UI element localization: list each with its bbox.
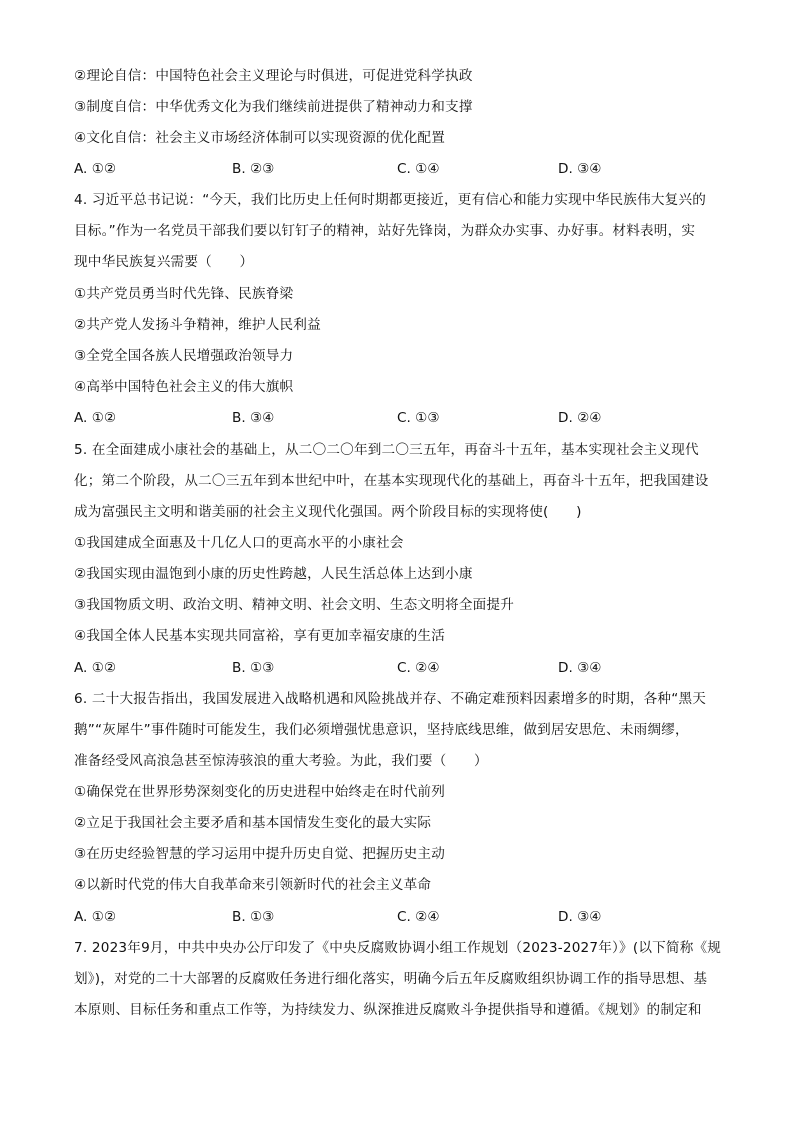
q4-stem-line-3: 现中华民族复兴需要（ ）: [74, 254, 254, 270]
q4-stem-line-1: 4. 习近平总书记说：“今天，我们比历史上任何时期都更接近，更有信心和能力实现中华民族伟大复兴的: [74, 192, 707, 208]
q5-stem-line-1: 5. 在全面建成小康社会的基础上，从二〇二〇年到二〇三五年，再奋斗十五年，基本实现社会主义现代: [74, 442, 699, 458]
q6-statement-4: ④以新时代党的伟大自我革命来引领新时代的社会主义革命: [74, 877, 432, 893]
q5-stem-line-2: 化；第二个阶段，从二〇三五年到本世纪中叶，在基本实现现代化的基础上，再奋斗十五年，把我国建设: [74, 473, 709, 489]
q5-option-b[interactable]: B. ①③: [232, 660, 275, 676]
q5-statement-2: ②我国实现由温饱到小康的历史性跨越，人民生活总体上达到小康: [74, 566, 473, 582]
q4-option-a[interactable]: A. ①②: [74, 410, 117, 426]
q6-stem-line-1: 6. 二十大报告指出，我国发展进入战略机遇和风险挑战并存、不确定难预料因素增多的时期，各种“黑天: [74, 691, 707, 707]
q3-options: [74, 159, 724, 179]
q4-statement-3: ③全党全国各族人民增强政治领导力: [74, 348, 294, 364]
q3-option-b[interactable]: B. ②③: [232, 161, 275, 177]
q6-option-b[interactable]: B. ①③: [232, 909, 275, 925]
q3-option-d[interactable]: D. ③④: [558, 161, 602, 177]
q6-statement-3: ③在历史经验智慧的学习运用中提升历史自觉、把握历史主动: [74, 846, 446, 862]
q4-option-b[interactable]: B. ③④: [232, 410, 275, 426]
q7-stem-line-3: 本原则、目标任务和重点工作等，为持续发力、纵深推进反腐败斗争提供指导和遵循。《规划》的制定和: [74, 1002, 702, 1018]
q5-statement-4: ④我国全体人民基本实现共同富裕，享有更加幸福安康的生活: [74, 628, 446, 644]
q4-option-c[interactable]: C. ①③: [397, 410, 440, 426]
q5-stem-line-3: 成为富强民主文明和谐美丽的社会主义现代化强国。两个阶段目标的实现将使( ): [74, 504, 582, 520]
q4-stem-line-2: 目标。”作为一名党员干部我们要以钉钉子的精神，站好先锋岗，为群众办实事、办好事。材料表明，实: [74, 223, 696, 239]
q3-statement-4: ④文化自信：社会主义市场经济体制可以实现资源的优化配置: [74, 130, 446, 146]
q6-statement-2: ②立足于我国社会主要矛盾和基本国情发生变化的最大实际: [74, 815, 432, 831]
q6-option-d[interactable]: D. ③④: [558, 909, 602, 925]
q5-statement-3: ③我国物质文明、政治文明、精神文明、社会文明、生态文明将全面提升: [74, 597, 514, 613]
q5-options: [74, 658, 724, 678]
q3-statement-2: ②理论自信：中国特色社会主义理论与时俱进，可促进党科学执政: [74, 68, 473, 84]
q4-statement-1: ①共产党员勇当时代先锋、民族脊梁: [74, 286, 294, 302]
q7-stem-line-1: 7. 2023年9月，中共中央办公厅印发了《中央反腐败协调小组工作规划（2023-2027年）》(以下简称《规: [74, 940, 722, 956]
q4-statement-4: ④高举中国特色社会主义的伟大旗帜: [74, 379, 294, 395]
q6-stem-line-2: 鹅”“灰犀牛”事件随时可能发生，我们必须增强忧患意识，坚持底线思维，做到居安思危、未雨绸缪，: [74, 722, 689, 738]
q6-statement-1: ①确保党在世界形势深刻变化的历史进程中始终走在时代前列: [74, 784, 446, 800]
q7-stem-line-2: 划》)，对党的二十大部署的反腐败任务进行细化落实，明确今后五年反腐败组织协调工作的指导思想、基: [74, 971, 708, 987]
q5-option-c[interactable]: C. ②④: [397, 660, 440, 676]
q6-options: [74, 907, 724, 927]
q5-statement-1: ①我国建成全面惠及十几亿人口的更高水平的小康社会: [74, 535, 404, 551]
q3-option-a[interactable]: A. ①②: [74, 161, 117, 177]
q4-statement-2: ②共产党人发扬斗争精神，维护人民利益: [74, 317, 321, 333]
q6-stem-line-3: 准备经受风高浪急甚至惊涛骇浪的重大考验。为此，我们要（ ）: [74, 753, 488, 769]
q6-option-c[interactable]: C. ②④: [397, 909, 440, 925]
q3-statement-3: ③制度自信：中华优秀文化为我们继续前进提供了精神动力和支撑: [74, 99, 473, 115]
q3-option-c[interactable]: C. ①④: [397, 161, 440, 177]
q6-option-a[interactable]: A. ①②: [74, 909, 117, 925]
q5-option-d[interactable]: D. ③④: [558, 660, 602, 676]
q5-option-a[interactable]: A. ①②: [74, 660, 117, 676]
q4-options: [74, 408, 724, 428]
q4-option-d[interactable]: D. ②④: [558, 410, 602, 426]
